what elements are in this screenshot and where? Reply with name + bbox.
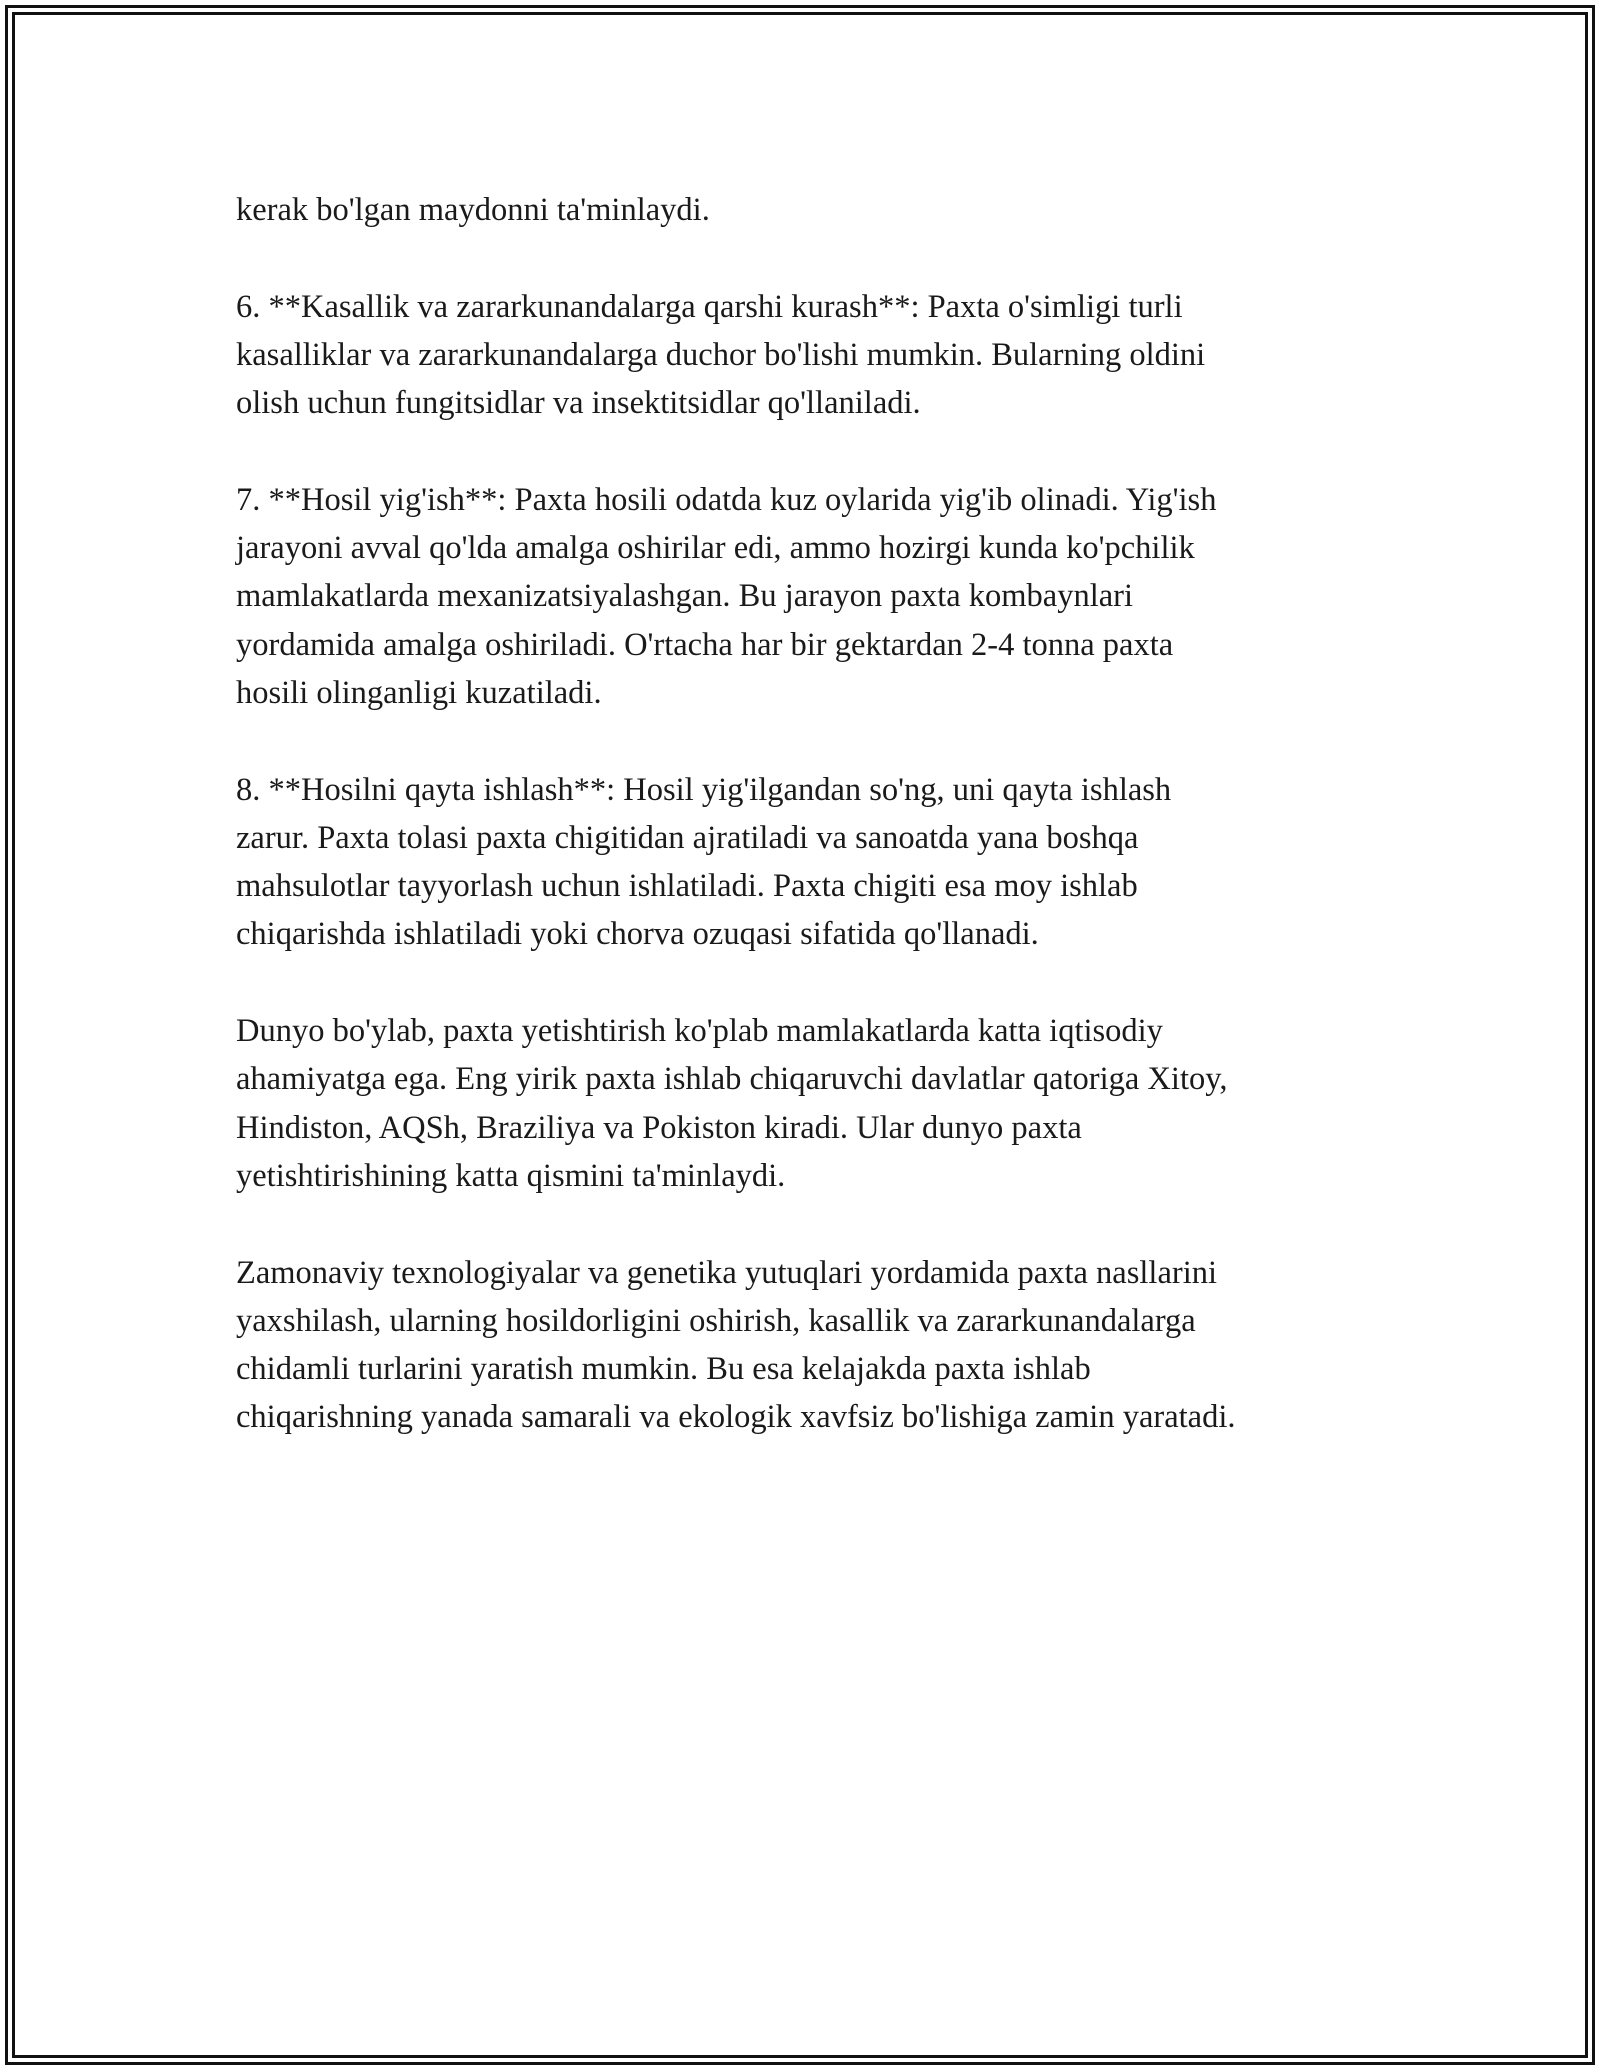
document-body [236,186,1406,1490]
paragraph-continuation: kerak bo'lgan maydonni ta'minlaydi. [236,192,710,228]
paragraph-item-7-harvesting: 7. **Hosil yig'ish**: Paxta hosili odatda kuz oylarida yig'ib olinadi. Yig'ish jarayoni avval qo'lda amalga oshirilar edi, ammo hozirgi kunda ko'pchilik mamlakatlarda mexanizatsiyalashgan. Bu jarayon paxta kombaynlari yordamida amalga oshiriladi. O'rtacha har bir gektardan 2-4 tonna paxta hosili olinganligi kuzatiladi. [236,481,1217,711]
paragraph-modern-technology: Zamonaviy texnologiyalar va genetika yutuqlari yordamida paxta nasllarini yaxshilash, ularning hosildorligini oshirish, kasallik va zararkunandalarga chidamli turlarini yaratish mumkin. Bu esa kelajakda paxta ishlab chiqarishning yanada samarali va ekologik xavfsiz bo'lishiga zamin yaratadi. [236,1254,1236,1436]
paragraph-item-6-disease-pest-control: 6. **Kasallik va zararkunandalarga qarshi kurash**: Paxta o'simligi turli kasalliklar va zararkunandalarga duchor bo'lishi mumkin. Bularning oldini olish uchun fungitsidlar va insektitsidlar qo'llaniladi. [236,288,1206,422]
paragraph-item-8-processing: 8. **Hosilni qayta ishlash**: Hosil yig'ilgandan so'ng, uni qayta ishlash zarur. Paxta tolasi paxta chigitidan ajratiladi va sanoatda yana boshqa mahsulotlar tayyorlash uchun ishlatiladi. Paxta chigiti esa moy ishlab chiqarishda ishlatiladi yoki chorva ozuqasi sifatida qo'llanadi. [236,771,1172,953]
paragraph-world-production: Dunyo bo'ylab, paxta yetishtirish ko'plab mamlakatlarda katta iqtisodiy ahamiyatga ega. Eng yirik paxta ishlab chiqaruvchi davlatlar qatoriga Xitoy, Hindiston, AQSh, Braziliya va Pokiston kiradi. Ular dunyo paxta yetishtirishining katta qismini ta'minlaydi. [236,1013,1228,1194]
